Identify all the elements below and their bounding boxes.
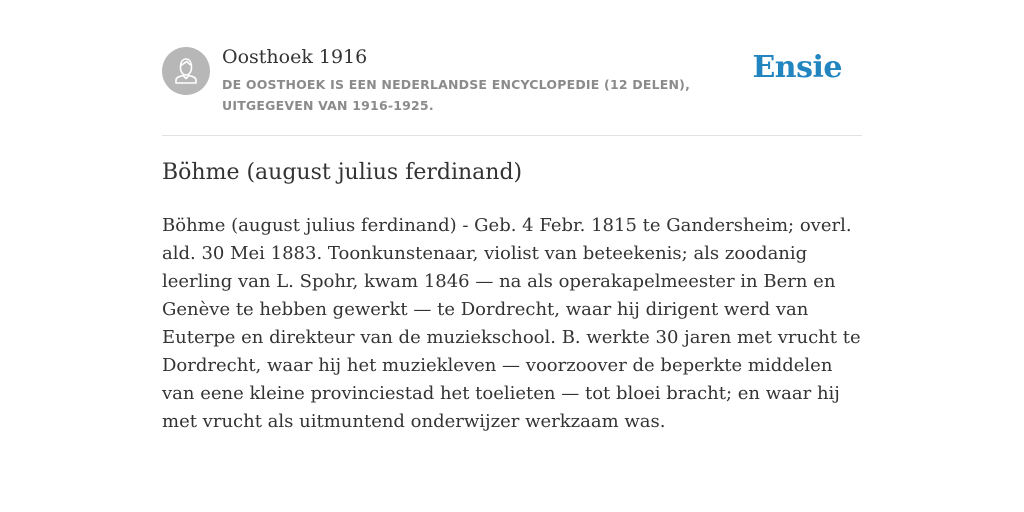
article-title: Böhme (august julius ferdinand) [162, 160, 523, 185]
user-silhouette-icon[interactable] [162, 47, 210, 95]
article-body: Böhme (august julius ferdinand) - Geb. 4 Febr. 1815 te Gandersheim; overl. ald. 30 Mei 1883. Toonkunstenaar, violist van beteekenis; als zoodanig leerling van L. Spohr, kwam 1846 — na als operakapelmeester in Bern en Genève te hebben gewerkt — te Dordrecht, waar hij dirigent werd van Euterpe en direkteur van de muziekschool. B. werkte 30 jaren met vrucht te Dordrecht, waar hij het muziekleven — voorzoover de beperkte middelen van eene kleine provinciestad het toelieten — tot bloei bracht; en waar hij met vrucht als uitmuntend onderwijzer werkzaam was. [162, 215, 861, 432]
source-title[interactable]: Oosthoek 1916 [222, 46, 368, 68]
source-description: DE OOSTHOEK IS EEN NEDERLANDSE ENCYCLOPEDIE (12 DELEN), UITGEGEVEN VAN 1916-1925. [222, 77, 691, 113]
header-divider [162, 135, 862, 136]
ensie-logo-link[interactable]: Ensie [752, 50, 842, 85]
source-header [162, 44, 862, 136]
